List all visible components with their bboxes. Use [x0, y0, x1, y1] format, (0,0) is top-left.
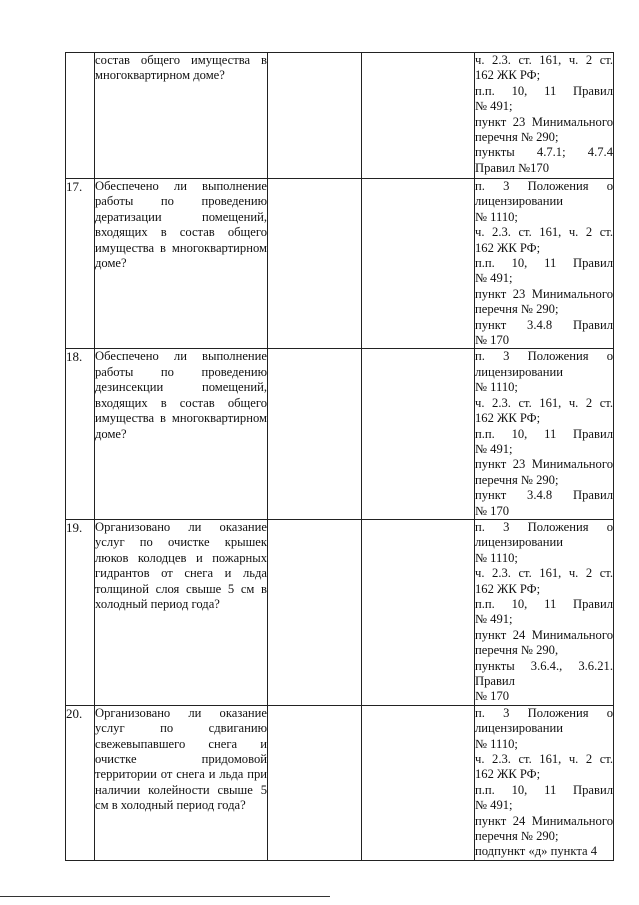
table-row — [66, 349, 614, 519]
reference-line: лицензировании — [475, 535, 563, 550]
legal-reference-cell — [475, 705, 614, 860]
reference-line: № 1110; — [475, 209, 518, 224]
reference-line: перечня № 290; — [475, 472, 559, 487]
reference-line: пункты 3.6.4., 3.6.21. — [475, 658, 613, 673]
reference-line: пункт 3.4.8 Правил — [475, 488, 613, 503]
reference-line: п.п. 10, 11 Правил — [475, 426, 613, 441]
reference-line: ч. 2.3. ст. 161, ч. 2 ст. — [475, 566, 613, 581]
answer-cell — [362, 53, 475, 179]
reference-line: № 1110; — [475, 380, 518, 395]
reference-line: Правил — [475, 674, 515, 688]
reference-line: № 491; — [475, 99, 513, 114]
reference-line: 162 ЖК РФ; — [475, 68, 541, 83]
reference-line: п. 3 Положения о — [475, 179, 613, 193]
table-row — [66, 53, 614, 179]
reference-line: пункт 3.4.8 Правил — [475, 317, 613, 332]
reference-line: № 491; — [475, 271, 513, 286]
answer-cell — [268, 519, 362, 705]
reference-line: № 491; — [475, 612, 513, 627]
footer-rule — [0, 896, 330, 897]
reference-line: пункт 23 Минимального — [475, 457, 613, 472]
reference-line: лицензировании — [475, 721, 563, 736]
legal-reference-cell — [475, 349, 614, 519]
reference-line: п.п. 10, 11 Правил — [475, 256, 613, 271]
answer-cell — [268, 53, 362, 179]
reference-line: пункт 24 Минимального — [475, 813, 613, 828]
reference-line: Правил №170 — [475, 160, 550, 175]
answer-cell — [362, 349, 475, 519]
reference-line: пункт 23 Минимального — [475, 286, 613, 301]
table-row — [66, 179, 614, 349]
reference-line: подпункт «д» пункта 4 — [475, 844, 598, 859]
question-cell: Обеспечено ли выполнение работы по проведению дератизации помещений, входящих в состав общего имущества в многоквартирном доме? — [95, 179, 268, 349]
reference-line: п. 3 Положения о — [475, 519, 613, 534]
reference-line: перечня № 290; — [475, 130, 559, 145]
reference-line: № 1110; — [475, 550, 518, 565]
reference-line: п.п. 10, 11 Правил — [475, 782, 613, 797]
reference-line: лицензировании — [475, 194, 563, 209]
legal-reference-cell — [475, 53, 614, 179]
reference-line: № 1110; — [475, 736, 518, 751]
reference-line: перечня № 290; — [475, 829, 559, 844]
reference-line: перечня № 290, — [475, 643, 559, 658]
row-number: 17. — [66, 179, 95, 349]
reference-line: ч. 2.3. ст. 161, ч. 2 ст. — [475, 225, 613, 240]
answer-cell — [268, 349, 362, 519]
table-row — [66, 705, 614, 860]
reference-line: ч. 2.3. ст. 161, ч. 2 ст. — [475, 395, 613, 410]
row-number: 20. — [66, 705, 95, 860]
reference-line: № 170 — [475, 503, 510, 518]
reference-line: № 491; — [475, 441, 513, 456]
reference-line: пункт 23 Минимального — [475, 114, 613, 129]
reference-line: 162 ЖК РФ; — [475, 581, 541, 596]
reference-line: п. 3 Положения о — [475, 349, 613, 364]
row-number: 19. — [66, 519, 95, 705]
reference-line: № 491; — [475, 798, 513, 813]
legal-reference-cell — [475, 519, 614, 705]
reference-line: п. 3 Положения о — [475, 705, 613, 720]
reference-line: ч. 2.3. ст. 161, ч. 2 ст. — [475, 752, 613, 767]
reference-line: пункт 24 Минимального — [475, 627, 613, 642]
checklist-body — [66, 53, 614, 861]
reference-line: пункты 4.7.1; 4.7.4 — [475, 145, 613, 160]
reference-line: лицензировании — [475, 364, 563, 379]
reference-line: 162 ЖК РФ; — [475, 411, 541, 426]
answer-cell — [268, 179, 362, 349]
answer-cell — [362, 705, 475, 860]
question-cell: Организовано ли оказание услуг по очистке крышек люков колодцев и пожарных гидрантов от снега и льда толщиной слоя свыше 5 см в холодный период года? — [95, 519, 268, 705]
reference-line: ч. 2.3. ст. 161, ч. 2 ст. — [475, 53, 613, 67]
reference-line: № 170 — [475, 689, 510, 704]
question-cell: Организовано ли оказание услуг по сдвиганию свежевыпавшего снега и очистке придомовой территории от снега и льда при наличии колейности свыше 5 см в холодный период года? — [95, 705, 268, 860]
question-cell: Обеспечено ли выполнение работы по проведению дезинсекции помещений, входящих в состав общего имущества в многоквартирном доме? — [95, 349, 268, 519]
row-number: 18. — [66, 349, 95, 519]
reference-line: перечня № 290; — [475, 302, 559, 317]
reference-line: № 170 — [475, 333, 510, 348]
reference-line: п.п. 10, 11 Правил — [475, 596, 613, 611]
row-number — [66, 53, 95, 179]
answer-cell — [268, 705, 362, 860]
answer-cell — [362, 519, 475, 705]
checklist-table — [65, 52, 614, 861]
reference-line: 162 ЖК РФ; — [475, 767, 541, 782]
question-cell: состав общего имущества в многоквартирном доме? — [95, 53, 268, 179]
legal-reference-cell — [475, 179, 614, 349]
reference-line: п.п. 10, 11 Правил — [475, 83, 613, 98]
reference-line: 162 ЖК РФ; — [475, 240, 541, 255]
answer-cell — [362, 179, 475, 349]
table-row — [66, 519, 614, 705]
